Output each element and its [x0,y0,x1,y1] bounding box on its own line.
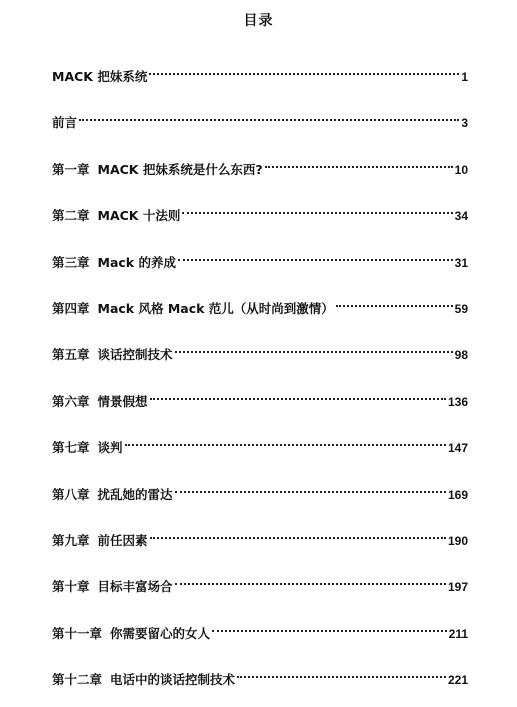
toc-entry-label: MACK 把妹系统是什么东西? [97,161,263,177]
dot-leader [150,383,446,406]
toc-chapter-number: 第八章 [52,486,90,502]
toc-entry[interactable] [52,383,468,409]
dot-leader [212,615,447,638]
toc-chapter-number: 第一章 [52,161,90,177]
toc-entry[interactable] [52,244,468,270]
toc-chapter-number: 第十一章 [52,625,103,641]
toc-chapter-number: 第十章 [52,579,90,595]
dot-leader [178,244,453,267]
toc-page-number: 211 [448,626,468,641]
dot-leader [150,522,446,545]
dot-leader [237,661,446,684]
dot-leader [175,568,446,591]
toc-chapter-number: 第二章 [52,208,90,224]
toc-entry[interactable] [52,197,468,224]
toc-page-number: 59 [454,301,468,316]
toc-entry-label: 你需要留心的女人 [110,625,211,641]
toc-page-number: 10 [454,162,468,177]
toc-entry[interactable] [52,429,468,456]
toc-chapter-number: 第六章 [52,393,90,409]
dot-leader [149,58,459,81]
toc-page-number: 34 [454,209,468,224]
toc-entry[interactable] [52,104,468,131]
toc-entry-label: 谈判 [97,440,123,456]
toc-entry[interactable] [52,476,468,502]
toc-page-number: 1 [461,70,468,84]
toc-chapter-number: 第五章 [52,347,90,363]
toc-page-number: 3 [461,116,468,131]
toc-list [52,58,468,707]
toc-entry-label: MACK 十法则 [97,208,181,224]
toc-page-number: 147 [447,441,468,456]
toc-entry[interactable] [52,290,468,316]
toc-entry-label: 前任因素 [97,532,148,548]
toc-title: 目录 [243,13,274,29]
toc-entry-label: Mack 风格 Mack 范儿（从时尚到激情） [97,300,334,316]
toc-page-number: 197 [447,580,468,595]
dot-leader [175,476,446,499]
toc-entry[interactable] [52,568,468,595]
toc-entry[interactable] [52,336,468,363]
dot-leader [265,151,453,174]
toc-page-number: 221 [447,673,468,688]
toc-entry-label: 扰乱她的雷达 [97,486,173,502]
toc-page-number: 31 [454,255,468,270]
dot-leader [175,336,453,359]
toc-page-number: 98 [454,348,468,363]
toc-entry[interactable] [52,661,468,688]
toc-chapter-number: 第三章 [52,254,90,270]
toc-entry-label: 电话中的谈话控制技术 [110,672,236,688]
toc-entry-label: MACK 把妹系统 [52,69,148,84]
dot-leader [336,290,453,313]
toc-entry-label: 目标丰富场合 [97,579,173,595]
dot-leader [125,429,446,452]
toc-entry[interactable] [52,522,468,548]
toc-page-number: 190 [447,533,468,548]
toc-entry[interactable] [52,151,468,177]
toc-entry-label: 情景假想 [97,393,148,409]
toc-entry[interactable] [52,615,468,641]
toc-chapter-number: 第七章 [52,440,90,456]
toc-entry-label: Mack 的养成 [97,254,176,270]
toc-page-number: 136 [447,394,468,409]
toc-entry-label: 前言 [52,115,78,131]
toc-chapter-number: 第九章 [52,532,90,548]
dot-leader [79,104,459,127]
toc-chapter-number: 第十二章 [52,672,103,688]
toc-chapter-number: 第四章 [52,300,90,316]
toc-page-number: 169 [447,487,468,502]
dot-leader [182,197,452,220]
toc-entry-label: 谈话控制技术 [97,347,173,363]
toc-entry[interactable] [52,58,468,84]
